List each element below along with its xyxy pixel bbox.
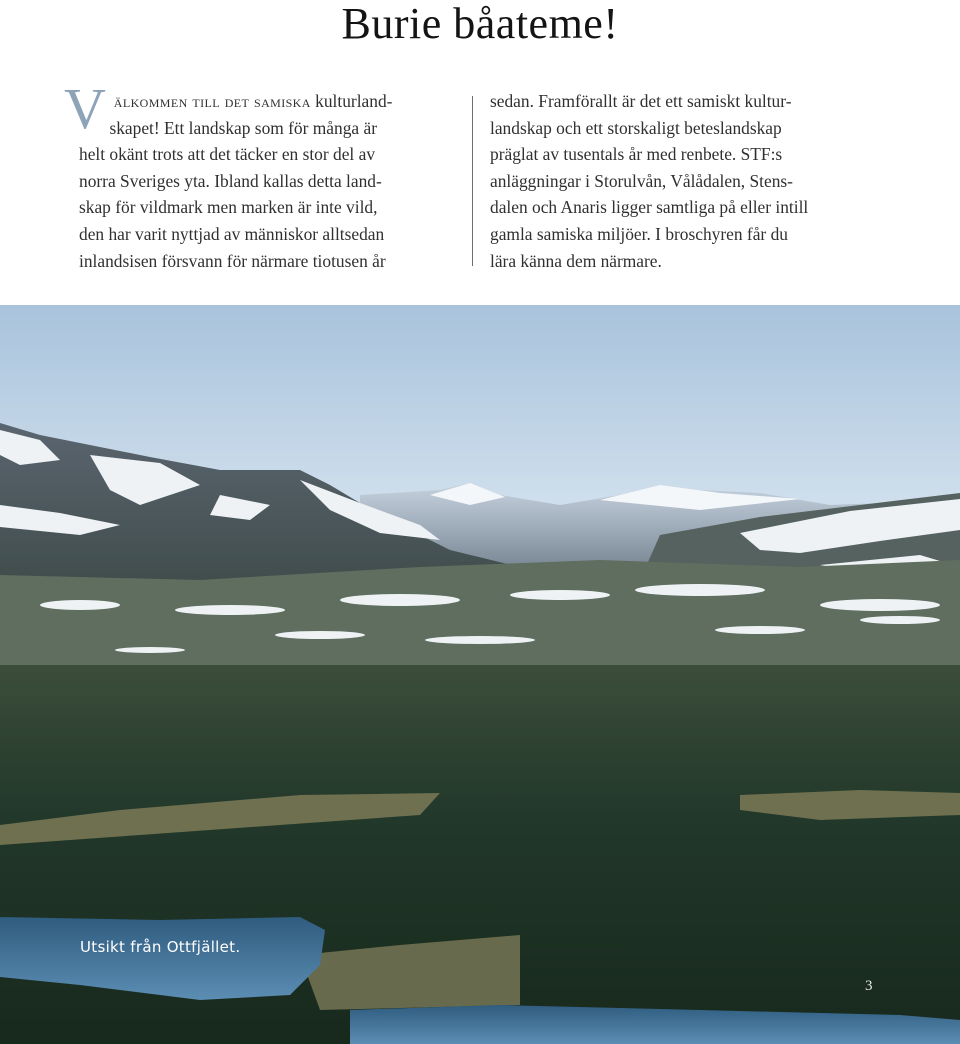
intro-text-right-column: [490, 88, 885, 274]
intro-line-0-tail: kulturland-: [310, 91, 393, 111]
intro-line: helt okänt trots att det täcker en stor del av: [79, 144, 376, 165]
intro-line: präglat av tusentals år med renbete. STF:s: [490, 144, 783, 165]
intro-line: norra Sveriges yta. Ibland kallas detta land-: [79, 170, 382, 191]
intro-line: sedan. Framförallt är det ett samiskt kultur-: [490, 91, 792, 111]
intro-text-left-column: [79, 88, 459, 274]
landscape-photo: [0, 305, 960, 1044]
intro-smallcaps: älkommen till det samiska: [113, 91, 311, 111]
intro-line: den har varit nyttjad av människor alltsedan: [79, 223, 385, 244]
intro-line: [79, 115, 459, 142]
intro-line: [79, 88, 459, 115]
intro-line: lära känna dem närmare.: [490, 250, 662, 271]
intro-line: anläggningar i Storulvån, Vålådalen, Stens-: [490, 170, 793, 191]
page-number: 3: [865, 978, 873, 994]
intro-line-text: skapet! Ett landskap som för många är: [109, 117, 377, 138]
photo-caption: Utsikt från Ottfjället.: [80, 938, 241, 956]
column-divider: [472, 96, 473, 266]
intro-line: inlandsisen försvann för närmare tiotusen år: [79, 250, 386, 271]
intro-line: landskap och ett storskaligt beteslandskap: [490, 117, 782, 138]
intro-line: skap för vildmark men marken är inte vild,: [79, 197, 378, 218]
drop-cap: V: [64, 76, 106, 141]
intro-line: gamla samiska miljöer. I broschyren får du: [490, 223, 788, 244]
intro-line: dalen och Anaris ligger samtliga på eller intill: [490, 197, 809, 218]
page-title: Burie båateme!: [341, 0, 619, 48]
